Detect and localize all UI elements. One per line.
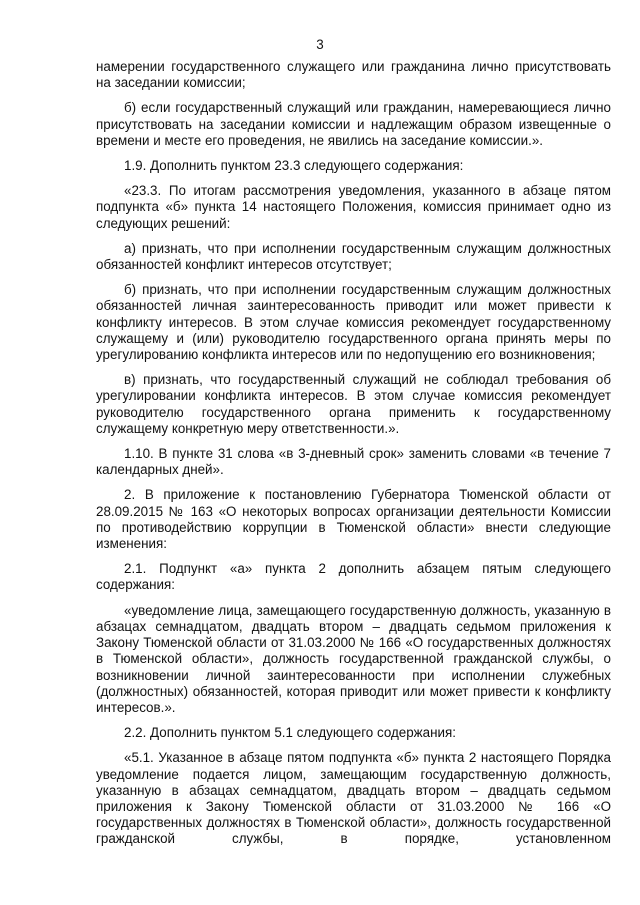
paragraph-1-9: 1.9. Дополнить пунктом 23.3 следующего содержания:: [124, 158, 464, 174]
paragraph-item-a: а) признать, что при исполнении государственным служащим должностных обязанностей конфликт интересов отсутствует;: [96, 240, 611, 273]
paragraph-2: 2. В приложение к постановлению Губернатора Тюменской области от 28.09.2015 № 163 «О некоторых вопросах организации деятельности Комиссии по противодействию коррупции в Тюменской области» внести следующие изменения:: [96, 487, 611, 552]
paragraph-5-1: «5.1. Указанное в абзаце пятом подпункта «б» пункта 2 настоящего Порядка уведомление подается лицом, замещающим государственную должность, указанную в абзацах семнадцатом, двадцать втором – двадцать седьмом приложения к Закону Тюменской области от 31.03.2000 № 166 «О государственных должностях в Тюменской области», должность государственной гражданской службы, в порядке, установленном: [96, 750, 611, 847]
paragraph-2-1: 2.1. Подпункт «а» пункта 2 дополнить абзацем пятым следующего содержания:: [96, 561, 611, 593]
paragraph-notification: «уведомление лица, замещающего государственную должность, указанную в абзацах семнадцатом, двадцать втором – двадцать седьмом приложения к Закону Тюменской области от 31.03.2000 № 166 «О государственных должностях в Тюменской области», должность государственной гражданской службы, о возникновении личной заинтересованности при исполнении служебных (должностных) обязанностей, которая приводит или может привести к конфликту интересов.».: [96, 602, 611, 715]
paragraph-2-2: 2.2. Дополнить пунктом 5.1 следующего содержания:: [124, 725, 456, 741]
document-body: [96, 59, 611, 857]
paragraph-continuation: намерении государственного служащего или гражданина лично присутствовать на заседании комиссии;: [96, 59, 611, 91]
page-number: 3: [316, 37, 324, 52]
paragraph-item-b: б) если государственный служащий или гражданин, намеревающиеся лично присутствовать на заседании комиссии и надлежащим образом извещенные о времени и месте его проведения, не явились на заседание комиссии.».: [96, 100, 611, 148]
paragraph-item-v-decision: в) признать, что государственный служащий не соблюдал требования об урегулировании конфликта интересов. В этом случае комиссия рекомендует руководителю государственного органа применить к государственному служащему конкретную меру ответственности.».: [96, 372, 611, 436]
paragraph-item-b-decision: б) признать, что при исполнении государственным служащим должностных обязанностей личная заинтересованность приводит или может привести к конфликту интересов. В этом случае комиссия рекомендует государственному служащему и (или) руководителю государственного органа принять меры по урегулированию конфликта интересов или по недопущению его возникновения;: [96, 282, 611, 363]
paragraph-23-3: «23.3. По итогам рассмотрения уведомления, указанного в абзаце пятом подпункта «б» пункта 14 настоящего Положения, комиссия принимает одно из следующих решений:: [96, 183, 611, 231]
paragraph-1-10: 1.10. В пункте 31 слова «в 3-дневный срок» заменить словами «в течение 7 календарных дней».: [96, 446, 611, 478]
